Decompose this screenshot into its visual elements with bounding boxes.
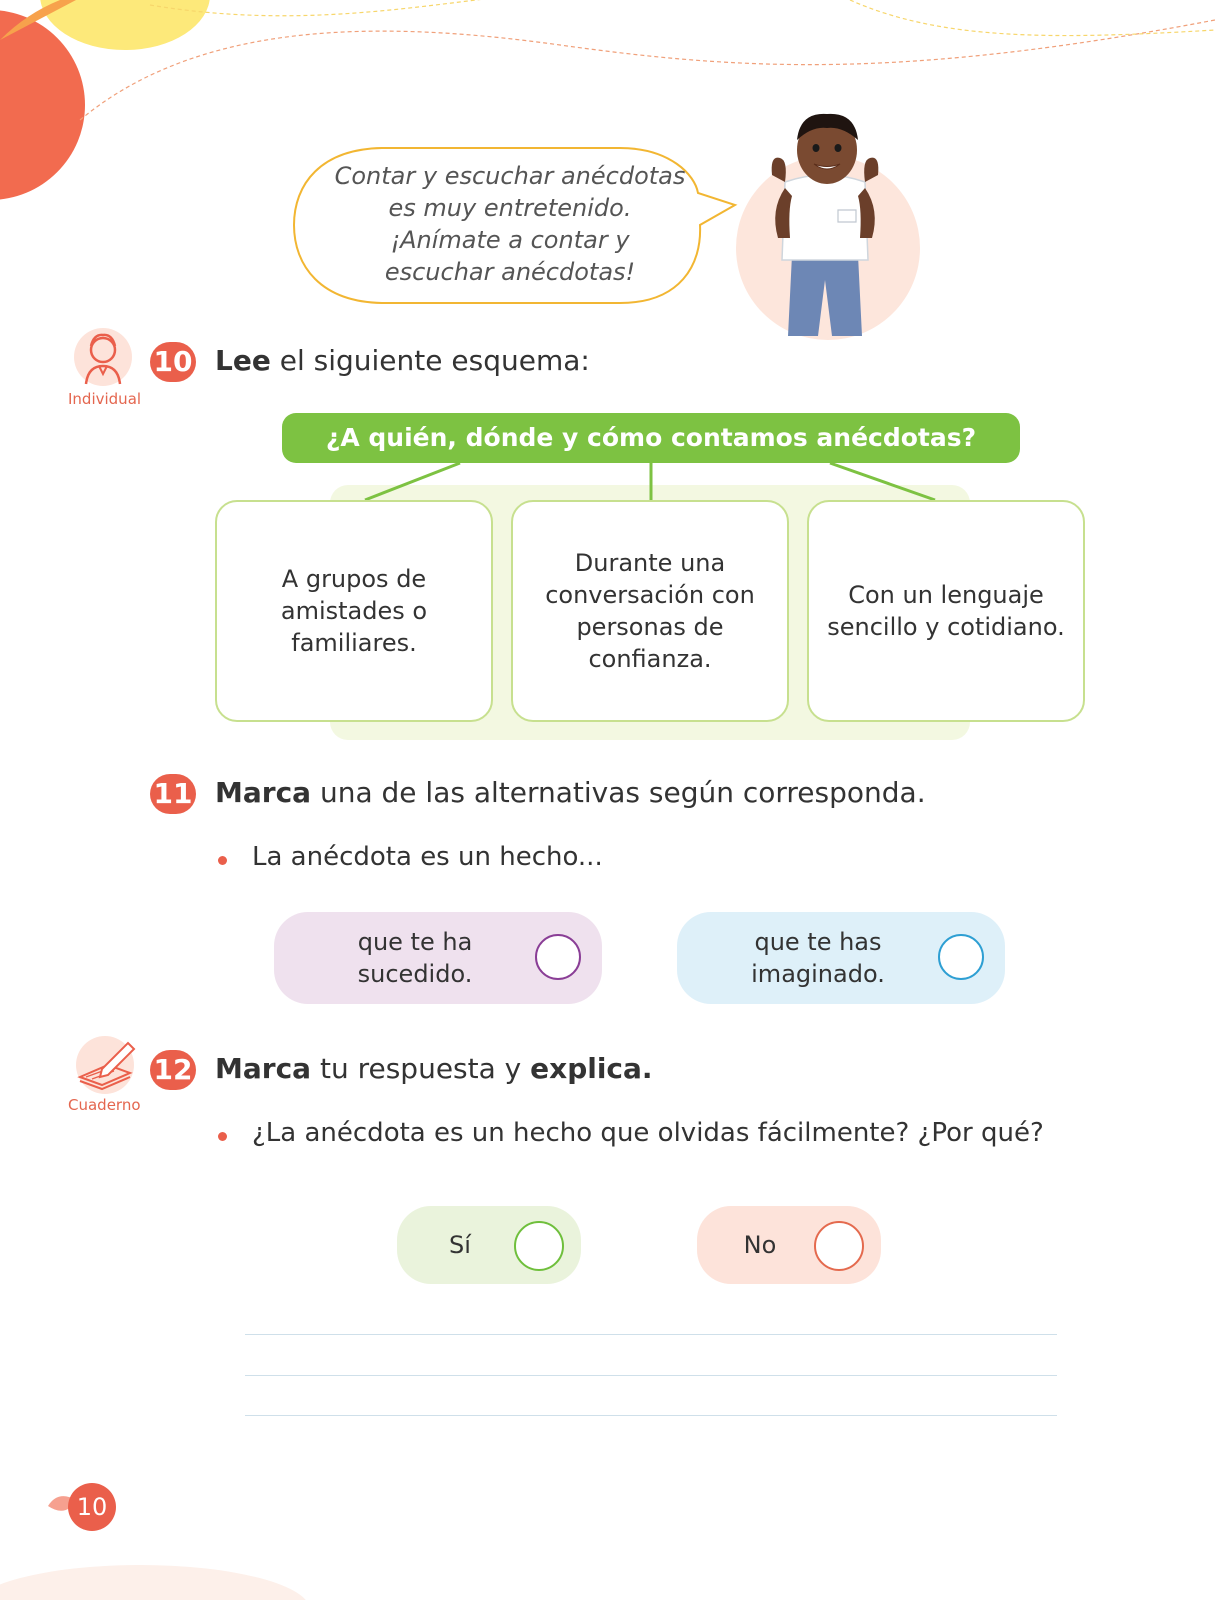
option-imagined-label xyxy=(703,926,933,990)
instruction-verb-2: explica. xyxy=(530,1052,653,1085)
activity-number-11: 11 xyxy=(150,774,196,814)
option-yes-radio[interactable] xyxy=(514,1221,564,1271)
bubble-line: Contar y escuchar anécdotas xyxy=(334,162,686,190)
option-line: sucedido. xyxy=(357,960,473,988)
option-yes-label: Sí xyxy=(449,1231,471,1259)
scheme-box-to-whom: A grupos de amistades o familiares. xyxy=(215,500,493,722)
instruction-rest: el siguiente esquema: xyxy=(270,344,590,377)
answer-line[interactable] xyxy=(245,1375,1057,1376)
bubble-line: es muy entretenido. xyxy=(388,194,632,222)
scheme-box-where: Durante una conversación con personas de confianza. xyxy=(511,500,789,722)
activity-12-question: ¿La anécdota es un hecho que olvidas fácilmente? ¿Por qué? xyxy=(252,1118,1044,1148)
notebook-pencil-icon xyxy=(72,1035,138,1097)
bubble-line: ¡Anímate a contar y xyxy=(390,226,630,254)
individual-label: Individual xyxy=(68,390,142,408)
page-number: 10 xyxy=(68,1483,116,1531)
bubble-line: escuchar anécdotas! xyxy=(384,258,636,286)
activity-number-10: 10 xyxy=(150,342,196,382)
answer-line[interactable] xyxy=(245,1415,1057,1416)
bullet-point xyxy=(218,1132,227,1141)
instruction-mid: tu respuesta y xyxy=(311,1052,531,1085)
option-happened-label xyxy=(300,926,530,990)
scheme-box-how: Con un lenguaje sencillo y cotidiano. xyxy=(807,500,1085,722)
instruction-verb: Marca xyxy=(215,1052,312,1085)
instruction-rest: una de las alternativas según corresponda. xyxy=(311,776,926,809)
scheme-title: ¿A quién, dónde y cómo contamos anécdotas? xyxy=(282,413,1020,463)
option-line: imaginado. xyxy=(751,960,885,988)
instruction-verb: Marca xyxy=(215,776,312,809)
option-happened-radio[interactable] xyxy=(535,934,581,980)
activity-11-question: La anécdota es un hecho... xyxy=(252,842,603,872)
option-no-radio[interactable] xyxy=(814,1221,864,1271)
option-line: que te ha xyxy=(357,928,473,956)
activity-12-instruction xyxy=(215,1052,653,1085)
bullet-point xyxy=(218,856,227,865)
answer-line[interactable] xyxy=(245,1334,1057,1335)
option-imagined-radio[interactable] xyxy=(938,934,984,980)
activity-number-12: 12 xyxy=(150,1050,196,1090)
instruction-verb: Lee xyxy=(215,344,271,377)
option-no-label: No xyxy=(743,1231,777,1259)
cuaderno-label: Cuaderno xyxy=(68,1096,141,1114)
option-line: que te has xyxy=(754,928,882,956)
activity-11-instruction xyxy=(215,776,926,809)
